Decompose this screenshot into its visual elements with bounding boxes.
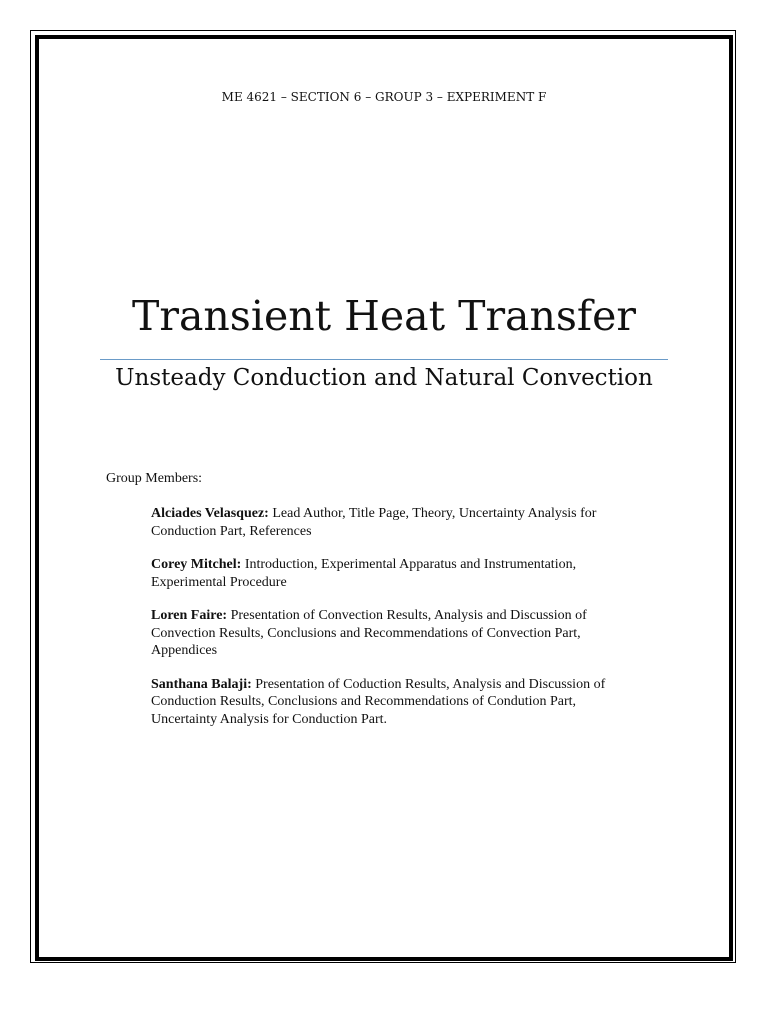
member-roles: Presentation of Convection Results, Analysis and Discussion of — [230, 608, 587, 623]
title-divider — [100, 359, 668, 360]
member-name: Alciades Velasquez: — [151, 506, 269, 521]
member-entry — [151, 556, 671, 591]
member-name: Corey Mitchel: — [151, 557, 242, 572]
document-title: Transient Heat Transfer — [132, 292, 636, 340]
member-roles: Conduction Part, References — [151, 523, 312, 539]
document-subtitle: Unsteady Conduction and Natural Convection — [115, 365, 653, 391]
member-entry — [151, 676, 671, 729]
page-border-inner — [35, 35, 733, 961]
course-header: ME 4621 – SECTION 6 – GROUP 3 – EXPERIMENT F — [221, 90, 547, 104]
member-roles: Appendices — [151, 643, 218, 658]
member-entry — [151, 607, 671, 660]
member-roles: Conduction Results, Conclusions and Recommendations of Condution Part, — [151, 694, 577, 709]
member-roles: Uncertainty Analysis for Conduction Part. — [151, 711, 388, 727]
member-name: Loren Faire: — [151, 608, 228, 623]
member-name: Santhana Balaji: — [151, 676, 252, 692]
member-roles: Experimental Procedure — [151, 574, 287, 590]
members-list — [151, 505, 671, 744]
group-members-label: Group Members: — [106, 471, 203, 486]
member-entry — [151, 505, 671, 540]
member-roles: Introduction, Experimental Apparatus and Instrumentation, — [244, 557, 577, 572]
member-roles: Convection Results, Conclusions and Recommendations of Convection Part, — [151, 625, 581, 641]
member-roles: Lead Author, Title Page, Theory, Uncertainty Analysis for — [272, 506, 597, 521]
member-roles: Presentation of Coduction Results, Analysis and Discussion of — [255, 676, 606, 692]
